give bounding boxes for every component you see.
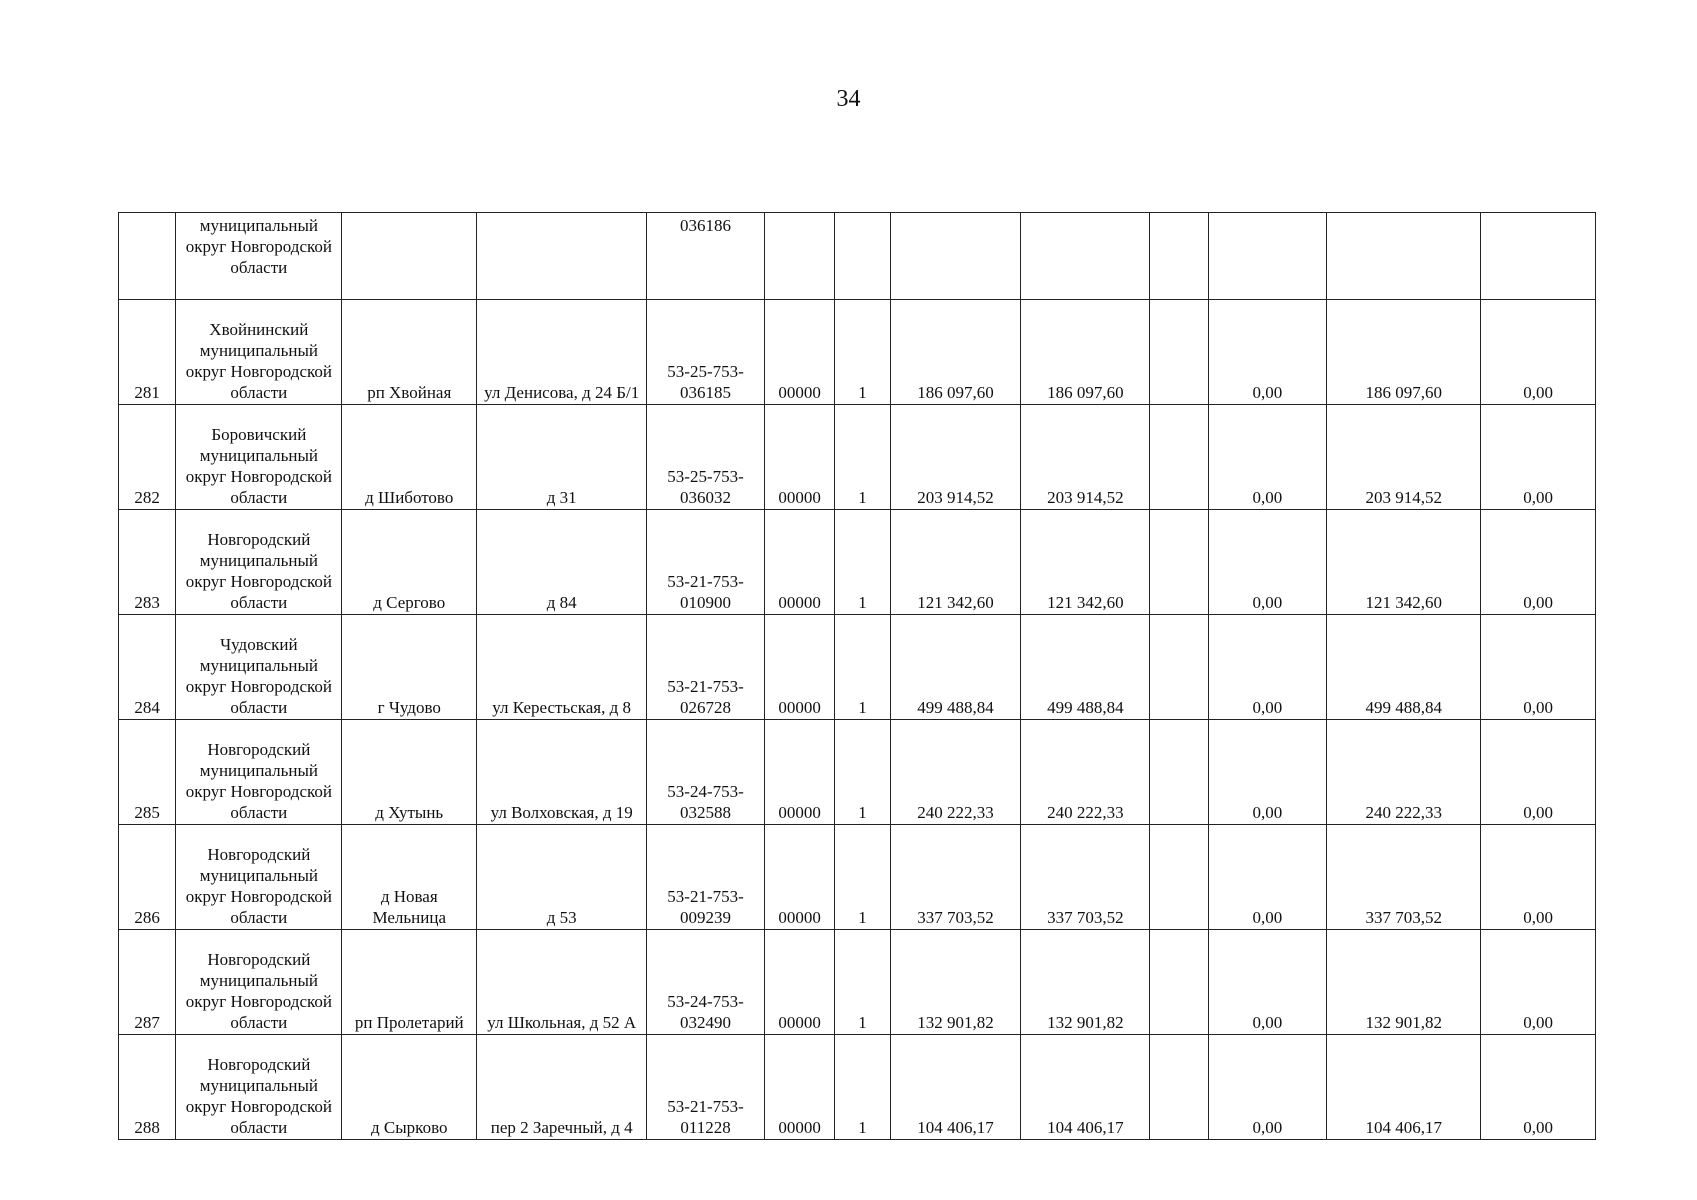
cell-num: 286 (119, 825, 176, 930)
cell-district: Новгородский муниципальный округ Новгородской области (176, 510, 342, 615)
cell-amount3: 132 901,82 (1327, 930, 1481, 1035)
cell-amount2: 0,00 (1208, 615, 1327, 720)
table-row (119, 825, 1596, 930)
cell-district: Хвойнинский муниципальный округ Новгородской области (176, 300, 342, 405)
cell-district: Чудовский муниципальный округ Новгородской области (176, 615, 342, 720)
cell-address: д 53 (477, 825, 647, 930)
cell-amount3: 499 488,84 (1327, 615, 1481, 720)
cell-total: 499 488,84 (890, 615, 1021, 720)
cell-amount4: 0,00 (1481, 720, 1596, 825)
cell-code: 53-25-753-036185 (647, 300, 765, 405)
page-number: 34 (836, 86, 861, 112)
cell-zeros (764, 213, 834, 300)
cell-total: 104 406,17 (890, 1035, 1021, 1140)
cell-one: 1 (835, 405, 890, 510)
cell-one: 1 (835, 615, 890, 720)
cell-zeros: 00000 (764, 405, 834, 510)
cell-settlement: д Сергово (342, 510, 477, 615)
cell-amount4: 0,00 (1481, 405, 1596, 510)
cell-zeros: 00000 (764, 1035, 834, 1140)
cell-address: ул Денисова, д 24 Б/1 (477, 300, 647, 405)
cell-zeros: 00000 (764, 825, 834, 930)
cell-address: д 31 (477, 405, 647, 510)
cell-amount3: 337 703,52 (1327, 825, 1481, 930)
cell-code: 53-21-753-009239 (647, 825, 765, 930)
cell-settlement: рп Хвойная (342, 300, 477, 405)
cell-num: 281 (119, 300, 176, 405)
cell-address: ул Школьная, д 52 А (477, 930, 647, 1035)
cell-amount3 (1327, 213, 1481, 300)
cell-amount1: 499 488,84 (1021, 615, 1150, 720)
cell-amount4: 0,00 (1481, 825, 1596, 930)
cell-district: Новгородский муниципальный округ Новгородской области (176, 1035, 342, 1140)
cell-amount4: 0,00 (1481, 930, 1596, 1035)
cell-amount2: 0,00 (1208, 1035, 1327, 1140)
cell-amount4 (1481, 213, 1596, 300)
cell-amount2: 0,00 (1208, 510, 1327, 615)
cell-settlement: д Сырково (342, 1035, 477, 1140)
cell-amount3: 186 097,60 (1327, 300, 1481, 405)
cell-code: 53-21-753-010900 (647, 510, 765, 615)
table-row (119, 930, 1596, 1035)
cell-empty (1150, 405, 1208, 510)
cell-settlement: д Хутынь (342, 720, 477, 825)
cell-district: Новгородский муниципальный округ Новгородской области (176, 720, 342, 825)
cell-district: Новгородский муниципальный округ Новгородской области (176, 825, 342, 930)
cell-one: 1 (835, 720, 890, 825)
cell-amount2: 0,00 (1208, 300, 1327, 405)
cell-amount3: 240 222,33 (1327, 720, 1481, 825)
cell-total: 337 703,52 (890, 825, 1021, 930)
cell-amount4: 0,00 (1481, 300, 1596, 405)
cell-amount1: 132 901,82 (1021, 930, 1150, 1035)
cell-zeros: 00000 (764, 615, 834, 720)
cell-amount4: 0,00 (1481, 615, 1596, 720)
cell-code: 53-21-753-011228 (647, 1035, 765, 1140)
table-body (119, 213, 1596, 1140)
cell-amount2: 0,00 (1208, 720, 1327, 825)
cell-district: Новгородский муниципальный округ Новгородской области (176, 930, 342, 1035)
table-row-continued (119, 213, 1596, 300)
cell-one: 1 (835, 510, 890, 615)
cell-code: 53-25-753-036032 (647, 405, 765, 510)
cell-one (835, 213, 890, 300)
cell-total: 186 097,60 (890, 300, 1021, 405)
cell-empty (1150, 300, 1208, 405)
table-row (119, 510, 1596, 615)
cell-address: пер 2 Заречный, д 4 (477, 1035, 647, 1140)
table-row (119, 405, 1596, 510)
cell-code: 53-24-753-032588 (647, 720, 765, 825)
cell-settlement: г Чудово (342, 615, 477, 720)
cell-total: 240 222,33 (890, 720, 1021, 825)
cell-num (119, 213, 176, 300)
cell-empty (1150, 510, 1208, 615)
cell-total: 121 342,60 (890, 510, 1021, 615)
cell-amount1: 337 703,52 (1021, 825, 1150, 930)
cell-num: 287 (119, 930, 176, 1035)
cell-amount2 (1208, 213, 1327, 300)
cell-one: 1 (835, 930, 890, 1035)
cell-one: 1 (835, 300, 890, 405)
cell-zeros: 00000 (764, 720, 834, 825)
cell-amount3: 203 914,52 (1327, 405, 1481, 510)
cell-amount1 (1021, 213, 1150, 300)
table-row (119, 615, 1596, 720)
cell-total (890, 213, 1021, 300)
cell-zeros: 00000 (764, 930, 834, 1035)
cell-amount1: 104 406,17 (1021, 1035, 1150, 1140)
table-row (119, 300, 1596, 405)
cell-amount4: 0,00 (1481, 510, 1596, 615)
cell-num: 284 (119, 615, 176, 720)
cell-num: 283 (119, 510, 176, 615)
cell-address: ул Волховская, д 19 (477, 720, 647, 825)
cell-amount1: 203 914,52 (1021, 405, 1150, 510)
cell-amount3: 104 406,17 (1327, 1035, 1481, 1140)
cell-amount2: 0,00 (1208, 930, 1327, 1035)
cell-empty (1150, 1035, 1208, 1140)
registry-table (118, 212, 1596, 1140)
cell-empty (1150, 930, 1208, 1035)
table-row (119, 720, 1596, 825)
cell-one: 1 (835, 1035, 890, 1140)
cell-zeros: 00000 (764, 300, 834, 405)
cell-empty (1150, 825, 1208, 930)
cell-amount2: 0,00 (1208, 405, 1327, 510)
cell-one: 1 (835, 825, 890, 930)
cell-district: муниципальный округ Новгородской области (176, 213, 342, 300)
cell-empty (1150, 720, 1208, 825)
cell-amount2: 0,00 (1208, 825, 1327, 930)
cell-num: 285 (119, 720, 176, 825)
table-row (119, 1035, 1596, 1140)
cell-total: 203 914,52 (890, 405, 1021, 510)
cell-settlement: рп Пролетарий (342, 930, 477, 1035)
cell-address (477, 213, 647, 300)
cell-code: 036186 (647, 213, 765, 300)
cell-code: 53-24-753-032490 (647, 930, 765, 1035)
cell-amount1: 186 097,60 (1021, 300, 1150, 405)
cell-amount1: 121 342,60 (1021, 510, 1150, 615)
cell-settlement (342, 213, 477, 300)
cell-settlement: д Новая Мельница (342, 825, 477, 930)
cell-amount1: 240 222,33 (1021, 720, 1150, 825)
cell-zeros: 00000 (764, 510, 834, 615)
cell-code: 53-21-753-026728 (647, 615, 765, 720)
cell-amount3: 121 342,60 (1327, 510, 1481, 615)
cell-num: 282 (119, 405, 176, 510)
cell-settlement: д Шиботово (342, 405, 477, 510)
cell-total: 132 901,82 (890, 930, 1021, 1035)
cell-empty (1150, 213, 1208, 300)
cell-district: Боровичский муниципальный округ Новгородской области (176, 405, 342, 510)
cell-address: ул Керестьская, д 8 (477, 615, 647, 720)
cell-address: д 84 (477, 510, 647, 615)
cell-num: 288 (119, 1035, 176, 1140)
cell-empty (1150, 615, 1208, 720)
cell-amount4: 0,00 (1481, 1035, 1596, 1140)
